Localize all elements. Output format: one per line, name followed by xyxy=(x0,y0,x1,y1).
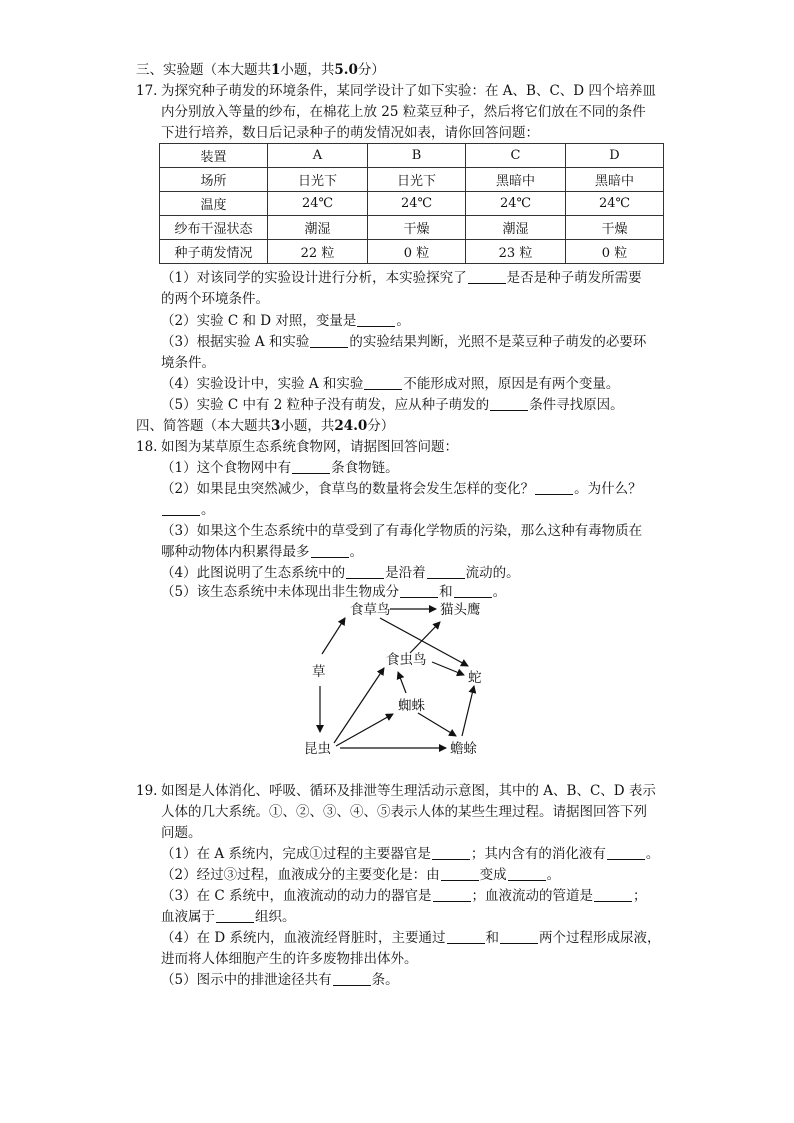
q17-sub2: （2）实验 C 和 D 对照，变量是 。 xyxy=(161,313,410,329)
q19-sub4-cont: 进而将人体细胞产生的许多废物排出体外。 xyxy=(161,951,418,967)
experiment-table xyxy=(159,143,664,264)
table-cell: 22 粒 xyxy=(268,240,368,264)
table-cell: 温度 xyxy=(160,192,268,216)
q17-sub3: （3）根据实验 A 和实验 的实验结果判断，光照不是菜豆种子萌发的必要环 xyxy=(161,334,647,350)
web-spider: 蜘蛛 xyxy=(398,698,425,714)
table-cell: 日光下 xyxy=(268,168,368,192)
answer-blank[interactable] xyxy=(311,543,349,558)
web-insect: 昆虫 xyxy=(304,741,331,757)
web-grass: 草 xyxy=(312,664,326,680)
answer-blank[interactable] xyxy=(216,908,254,923)
web-arrow xyxy=(432,662,464,675)
q18-sub4: （4）此图说明了生态系统中的 是沿着 流动的。 xyxy=(161,565,520,581)
answer-blank[interactable] xyxy=(162,501,200,516)
food-web-diagram xyxy=(290,596,520,766)
table-cell: 24℃ xyxy=(268,192,368,216)
q18-intro: 如图为某草原生态系统食物网，请据图回答问题： xyxy=(161,439,458,455)
answer-blank[interactable] xyxy=(427,564,465,579)
answer-blank[interactable] xyxy=(310,333,348,348)
q18-sub3-cont: 哪种动物体内积累得最多 。 xyxy=(161,544,363,560)
web-snake: 蛇 xyxy=(468,670,482,686)
q19-intro-2: 人体的几大系统。①、②、③、④、⑤表示人体的某些生理过程。请据图回答下列 xyxy=(161,804,647,820)
answer-blank[interactable] xyxy=(447,929,485,944)
answer-blank[interactable] xyxy=(607,845,645,860)
table-row xyxy=(160,216,664,240)
section3-heading: 三、实验题（本大题共1小题，共5.0分） xyxy=(136,62,385,78)
q19-intro-3: 问题。 xyxy=(161,825,202,841)
table-cell: 干燥 xyxy=(368,216,466,240)
table-cell: D xyxy=(566,144,664,168)
table-cell: 黑暗中 xyxy=(566,168,664,192)
q17-number: 17. xyxy=(136,83,158,99)
web-arrow xyxy=(418,713,456,736)
table-cell: 潮湿 xyxy=(268,216,368,240)
q17-intro-3: 下进行培养，数日后记录种子的萌发情况如表，请你回答问题： xyxy=(161,125,539,141)
q17-sub4: （4）实验设计中，实验 A 和实验 不能形成对照，原因是有两个变量。 xyxy=(161,376,620,392)
q18-number: 18. xyxy=(136,439,158,455)
table-cell: 0 粒 xyxy=(566,240,664,264)
web-owl: 猫头鹰 xyxy=(440,602,481,618)
q17-intro-1: 为探究种子萌发的环境条件，某同学设计了如下实验：在 A、B、C、D 四个培养皿 xyxy=(161,83,656,99)
table-row xyxy=(160,240,664,264)
table-cell: 24℃ xyxy=(566,192,664,216)
answer-blank[interactable] xyxy=(535,480,573,495)
table-cell: B xyxy=(368,144,466,168)
web-toad: 蟾蜍 xyxy=(450,741,477,757)
web-herbivorous-bird: 食草鸟 xyxy=(350,602,391,618)
web-arrow xyxy=(462,686,474,736)
answer-blank[interactable] xyxy=(333,971,371,986)
q19-sub1: （1）在 A 系统内，完成①过程的主要器官是 ；其内含有的消化液有 。 xyxy=(161,846,660,862)
q19-number: 19. xyxy=(136,783,158,799)
answer-blank[interactable] xyxy=(432,845,470,860)
q18-sub2: （2）如果昆虫突然减少，食草鸟的数量将会发生怎样的变化？ 。为什么？ xyxy=(161,481,642,497)
answer-blank[interactable] xyxy=(500,929,538,944)
table-cell: 干燥 xyxy=(566,216,664,240)
answer-blank[interactable] xyxy=(441,866,479,881)
q17-sub5: （5）实验 C 中有 2 粒种子没有萌发，应从种子萌发的 条件寻找原因。 xyxy=(161,397,624,413)
answer-blank[interactable] xyxy=(433,887,471,902)
answer-blank[interactable] xyxy=(346,564,384,579)
table-cell: 24℃ xyxy=(466,192,566,216)
q17-sub1-cont: 的两个环境条件。 xyxy=(161,291,269,307)
answer-blank[interactable] xyxy=(468,269,506,284)
q18-sub1: （1）这个食物网中有 条食物链。 xyxy=(161,460,399,476)
web-arrow xyxy=(336,714,393,746)
web-arrow xyxy=(322,618,345,654)
q17-sub1: （1）对该同学的实验设计进行分析，本实验探究了 是否是种子萌发所需要 xyxy=(161,270,642,286)
answer-blank[interactable] xyxy=(292,459,330,474)
answer-blank[interactable] xyxy=(508,866,546,881)
q19-sub4: （4）在 D 系统内，血液流经肾脏时，主要通过 和 两个过程形成尿液， xyxy=(161,930,661,946)
answer-blank[interactable] xyxy=(364,375,402,390)
web-arrow xyxy=(334,668,384,743)
table-cell: 装置 xyxy=(160,144,268,168)
q19-sub2: （2）经过③过程，血液成分的主要变化是：由 变成 。 xyxy=(161,867,561,883)
answer-blank[interactable] xyxy=(594,887,632,902)
table-cell: 23 粒 xyxy=(466,240,566,264)
table-cell: C xyxy=(466,144,566,168)
table-cell: 纱布干湿状态 xyxy=(160,216,268,240)
q19-sub5: （5）图示中的排泄途径共有 条。 xyxy=(161,972,399,988)
table-cell: 潮湿 xyxy=(466,216,566,240)
table-cell: A xyxy=(268,144,368,168)
table-row xyxy=(160,168,664,192)
answer-blank[interactable] xyxy=(490,396,528,411)
table-cell: 日光下 xyxy=(368,168,466,192)
q17-sub3-cont: 境条件。 xyxy=(161,355,215,371)
q19-sub3-cont: 血液属于 组织。 xyxy=(161,909,296,925)
q18-sub2-cont: 。 xyxy=(161,500,215,520)
answer-blank[interactable] xyxy=(357,312,395,327)
q19-intro-1: 如图是人体消化、呼吸、循环及排泄等生理活动示意图，其中的 A、B、C、D 表示 xyxy=(161,783,656,799)
table-header-row xyxy=(160,144,664,168)
table-cell: 场所 xyxy=(160,168,268,192)
table-cell: 0 粒 xyxy=(368,240,466,264)
web-insectivorous-bird: 食虫鸟 xyxy=(386,652,427,668)
section4-heading: 四、简答题（本大题共3小题，共24.0分） xyxy=(136,418,395,434)
table-cell: 黑暗中 xyxy=(466,168,566,192)
q18-sub5: （5）该生态系统中未体现出非生物成分 和 。 xyxy=(161,584,507,600)
table-cell: 种子萌发情况 xyxy=(160,240,268,264)
q18-sub3: （3）如果这个生态系统中的草受到了有毒化学物质的污染，那么这种有毒物质在 xyxy=(161,523,643,539)
table-cell: 24℃ xyxy=(368,192,466,216)
table-row xyxy=(160,192,664,216)
q17-intro-2: 内分别放入等量的纱布，在棉花上放 25 粒菜豆种子，然后将它们放在不同的条件 xyxy=(161,104,646,120)
web-arrow xyxy=(398,672,406,693)
q19-sub3: （3）在 C 系统中，血液流动的动力的器官是 ；血液流动的管道是 ； xyxy=(161,888,647,904)
